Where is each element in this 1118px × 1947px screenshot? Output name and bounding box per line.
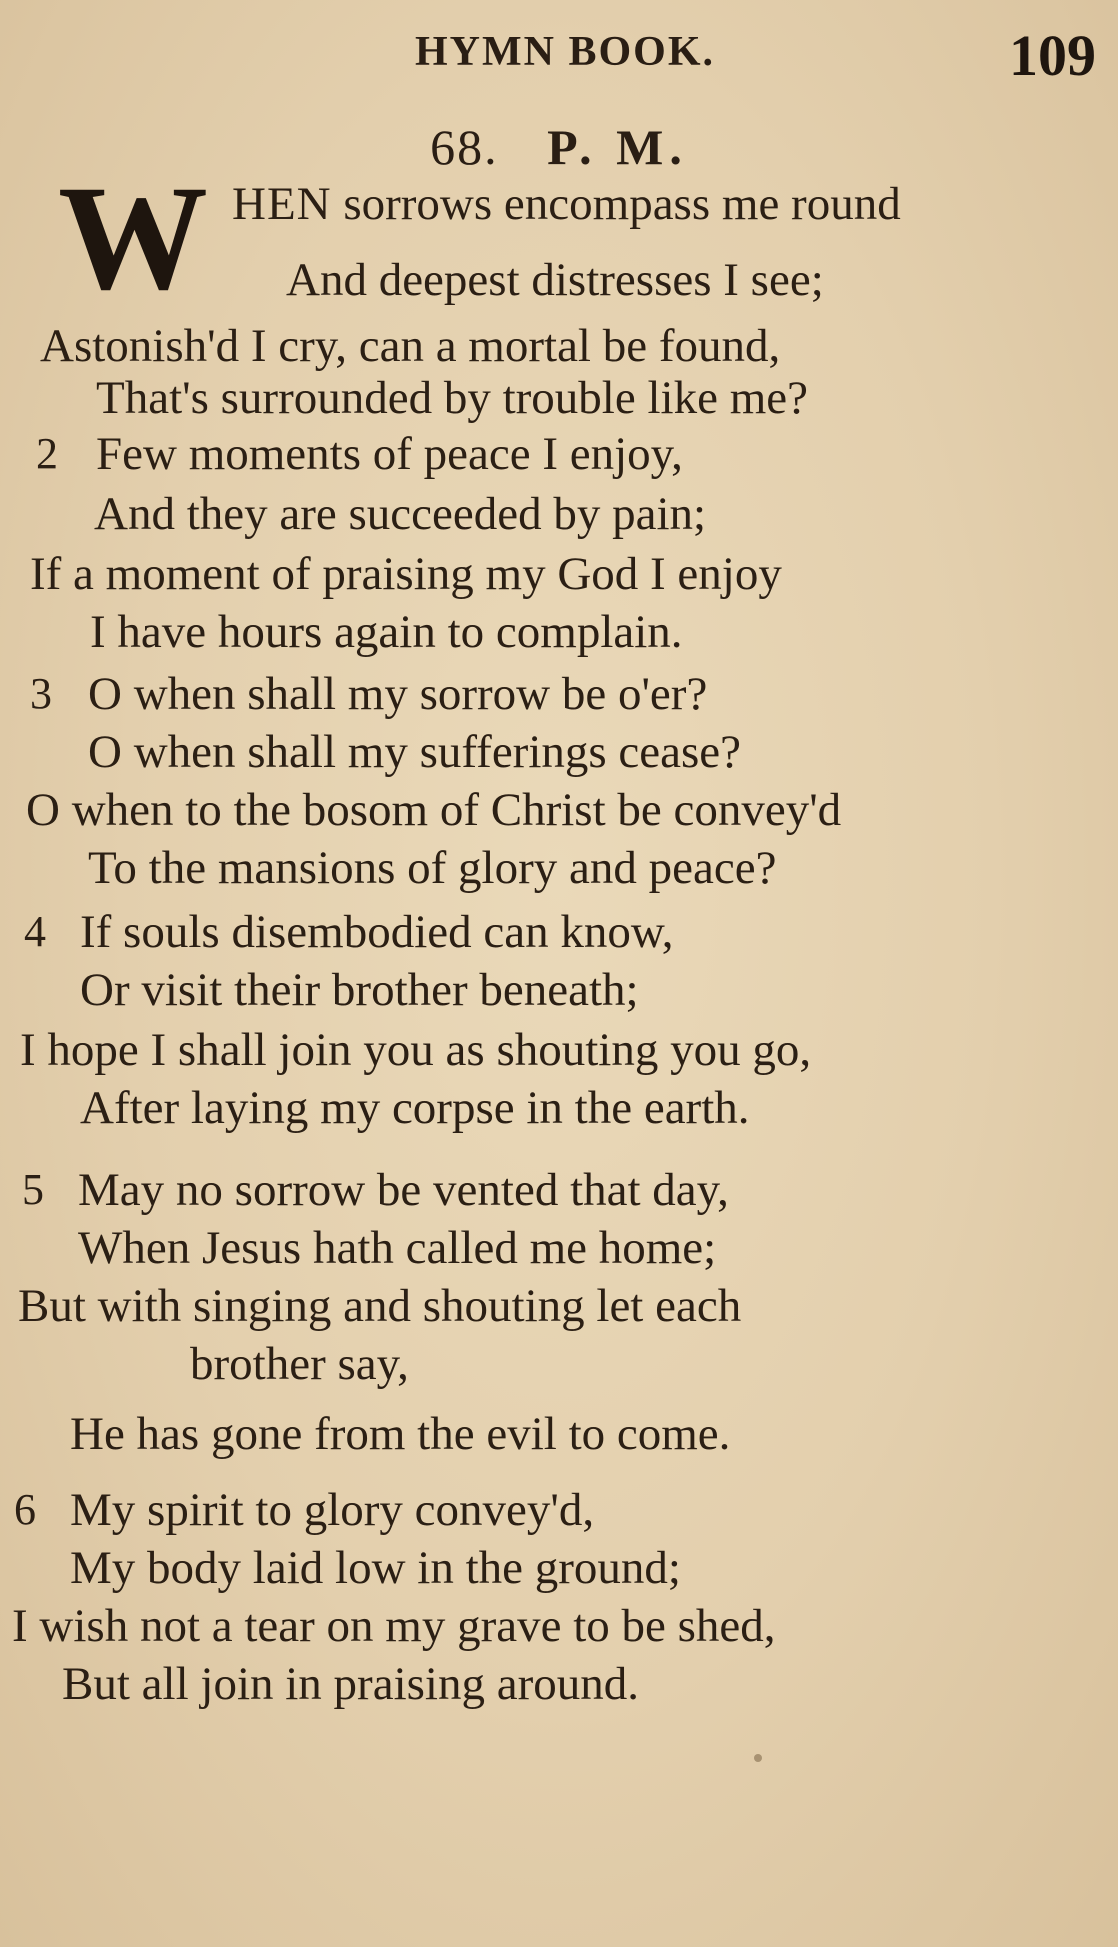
hymn-meter: P. M.	[547, 119, 688, 175]
stanza-3-line-3: O when to the bosom of Christ be convey'd	[26, 784, 842, 836]
page-number: 109	[1009, 23, 1096, 88]
hymn-number: 68.	[430, 119, 499, 175]
stanza-2-line-2: And they are succeeded by pain;	[94, 488, 707, 540]
first-line	[232, 178, 901, 230]
stanza-4-line-1: If souls disembodied can know,	[80, 906, 674, 958]
stanza-2-line-4: I have hours again to complain.	[90, 606, 683, 658]
stanza-2-line-3: If a moment of praising my God I enjoy	[30, 548, 782, 600]
stanza-3-line-2: O when shall my sufferings cease?	[88, 726, 742, 778]
running-head: HYMN BOOK.	[415, 29, 715, 75]
stanza-6-line-1: My spirit to glory convey'd,	[70, 1484, 595, 1536]
stanza-6-number: 6	[14, 1485, 36, 1534]
stanza-5-line-3: But with singing and shouting let each	[18, 1280, 742, 1332]
stanza-1-line-3: Astonish'd I cry, can a mortal be found,	[40, 320, 781, 372]
stanza-6-line-2: My body laid low in the ground;	[70, 1542, 681, 1594]
stanza-3-line-1: O when shall my sorrow be o'er?	[88, 668, 708, 720]
stanza-2-number: 2	[36, 429, 58, 478]
stanza-1-line-4: That's surrounded by trouble like me?	[96, 372, 808, 424]
stanza-3-line-4: To the mansions of glory and peace?	[88, 842, 777, 894]
stanza-6-line-3: I wish not a tear on my grave to be shed,	[12, 1600, 776, 1652]
stanza-5-line-1: May no sorrow be vented that day,	[78, 1164, 729, 1216]
stanza-1-line-2: And deepest distresses I see;	[286, 254, 824, 306]
stanza-5-line-5: He has gone from the evil to come.	[70, 1408, 731, 1460]
stanza-5-line-2: When Jesus hath called me home;	[78, 1222, 717, 1274]
first-line-rest: sorrows encompass me round	[343, 178, 901, 230]
stanza-5-line-4: brother say,	[190, 1338, 409, 1390]
stanza-4-line-4: After laying my corpse in the earth.	[80, 1082, 750, 1134]
stanza-4-line-2: Or visit their brother beneath;	[80, 964, 639, 1016]
stanza-4-line-3: I hope I shall join you as shouting you go,	[20, 1024, 812, 1076]
drop-cap: W	[58, 155, 202, 321]
stanza-2-line-1: Few moments of peace I enjoy,	[96, 428, 683, 480]
first-line-caps: HEN	[232, 178, 332, 230]
stanza-6-line-4: But all join in praising around.	[62, 1658, 639, 1710]
paper-speck	[754, 1754, 762, 1762]
stanza-4-number: 4	[24, 907, 46, 956]
stanza-5-number: 5	[22, 1165, 44, 1214]
stanza-3-number: 3	[30, 669, 52, 718]
